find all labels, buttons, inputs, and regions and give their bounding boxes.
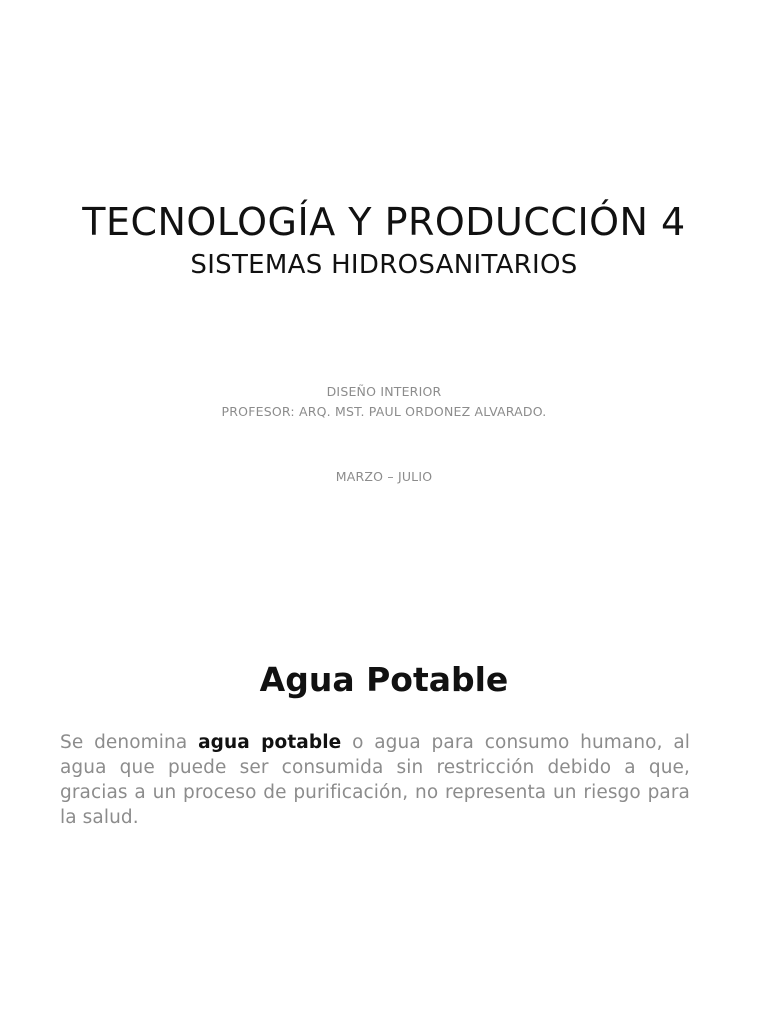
career-label: DISEÑO INTERIOR bbox=[326, 384, 442, 399]
section-title: Agua Potable bbox=[259, 660, 509, 699]
course-title: TECNOLOGÍA Y PRODUCCIÓN 4 bbox=[82, 200, 686, 244]
definition-paragraph bbox=[60, 730, 690, 830]
course-meta bbox=[0, 382, 768, 422]
paragraph-rest: o agua para consumo humano, al agua que puede ser consumida sin restricción debido a que, gracias a un proceso de purificación, no representa un riesgo para la salud. bbox=[60, 732, 691, 828]
professor-label: PROFESOR: ARQ. MST. PAUL ORDONEZ ALVARADO. bbox=[221, 404, 547, 419]
course-subtitle: SISTEMAS HIDROSANITARIOS bbox=[190, 250, 578, 280]
period-label: MARZO – JULIO bbox=[335, 469, 433, 484]
content-slide bbox=[0, 600, 768, 1024]
paragraph-start: Se denomina bbox=[60, 732, 199, 753]
paragraph-bold-term: agua potable bbox=[198, 732, 342, 753]
